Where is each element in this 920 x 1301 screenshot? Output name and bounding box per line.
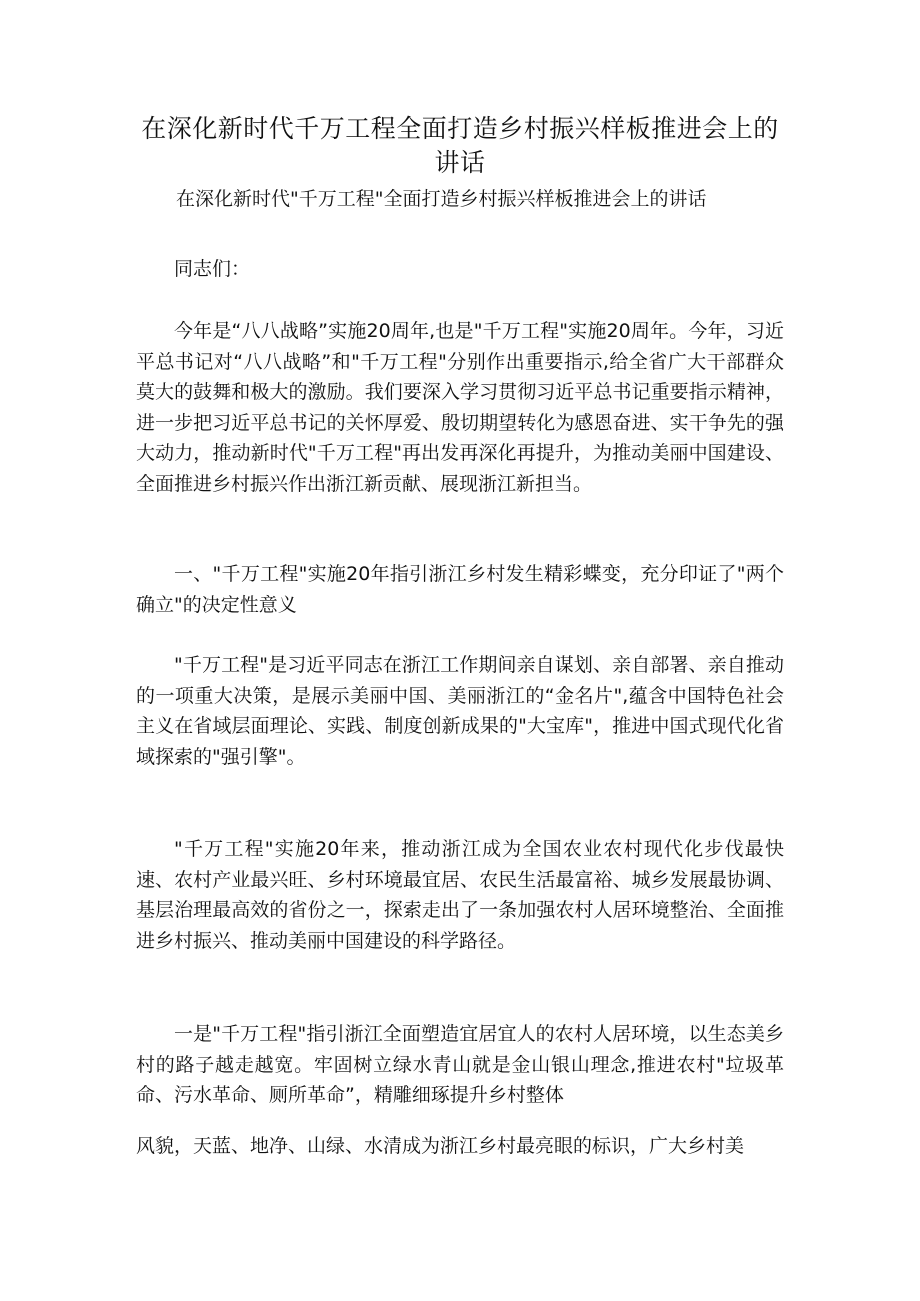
document-title: 在深化新时代千万工程全面打造乡村振兴样板推进会上的讲话	[141, 114, 779, 177]
paragraph: "千万工程"是习近平同志在浙江工作期间亲自谋划、亲自部署、亲自推动的一项重大决策，是展示美丽中国、美丽浙江的“金名片",蕴含中国特色社会主义在省域层面理论、实践、制度创新成果的"大宝库"，推进中国式现代化省域探索的"强引擎"。	[136, 654, 784, 768]
greeting: 同志们：	[174, 258, 251, 280]
paragraph: 一是"千万工程"指引浙江全面塑造宜居宜人的农村人居环境，以生态美乡村的路子越走越宽。牢固树立绿水青山就是金山银山理念,推进农村"垃圾革命、污水革命、厕所革命”，精雕细琢提升乡村整体	[136, 1023, 784, 1106]
document-subtitle: 在深化新时代"千万工程"全面打造乡村振兴样板推进会上的讲话	[176, 188, 707, 210]
section-heading: 一、"千万工程"实施20年指引浙江乡村发生精彩蝶变，充分印证了"两个确立"的决定性意义	[136, 563, 784, 616]
paragraph: "千万工程"实施20年来，推动浙江成为全国农业农村现代化步伐最快速、农村产业最兴旺、乡村环境最宜居、农民生活最富裕、城乡发展最协调、基层治理最高效的省份之一，探索走出了一条加强农村人居环境整治、全面推进乡村振兴、推动美丽中国建设的科学路径。	[136, 838, 784, 952]
paragraph: 今年是“八八战略”实施20周年,也是"千万工程"实施20周年。今年，习近平总书记对“八八战略”和"千万工程"分别作出重要指示,给全省广大干部群众莫大的鼓舞和极大的激励。我们要深入学习贯彻习近平总书记重要指示精神，进一步把习近平总书记的关怀厚爱、殷切期望转化为感恩奋进、实干争先的强大动力，推动新时代"千万工程"再出发再深化再提升，为推动美丽中国建设、全面推进乡村振兴作出浙江新贡献、展现浙江新担当。	[136, 320, 784, 495]
paragraph: 风貌，天蓝、地净、山绿、水清成为浙江乡村最亮眼的标识，广大乡村美	[136, 1135, 745, 1157]
